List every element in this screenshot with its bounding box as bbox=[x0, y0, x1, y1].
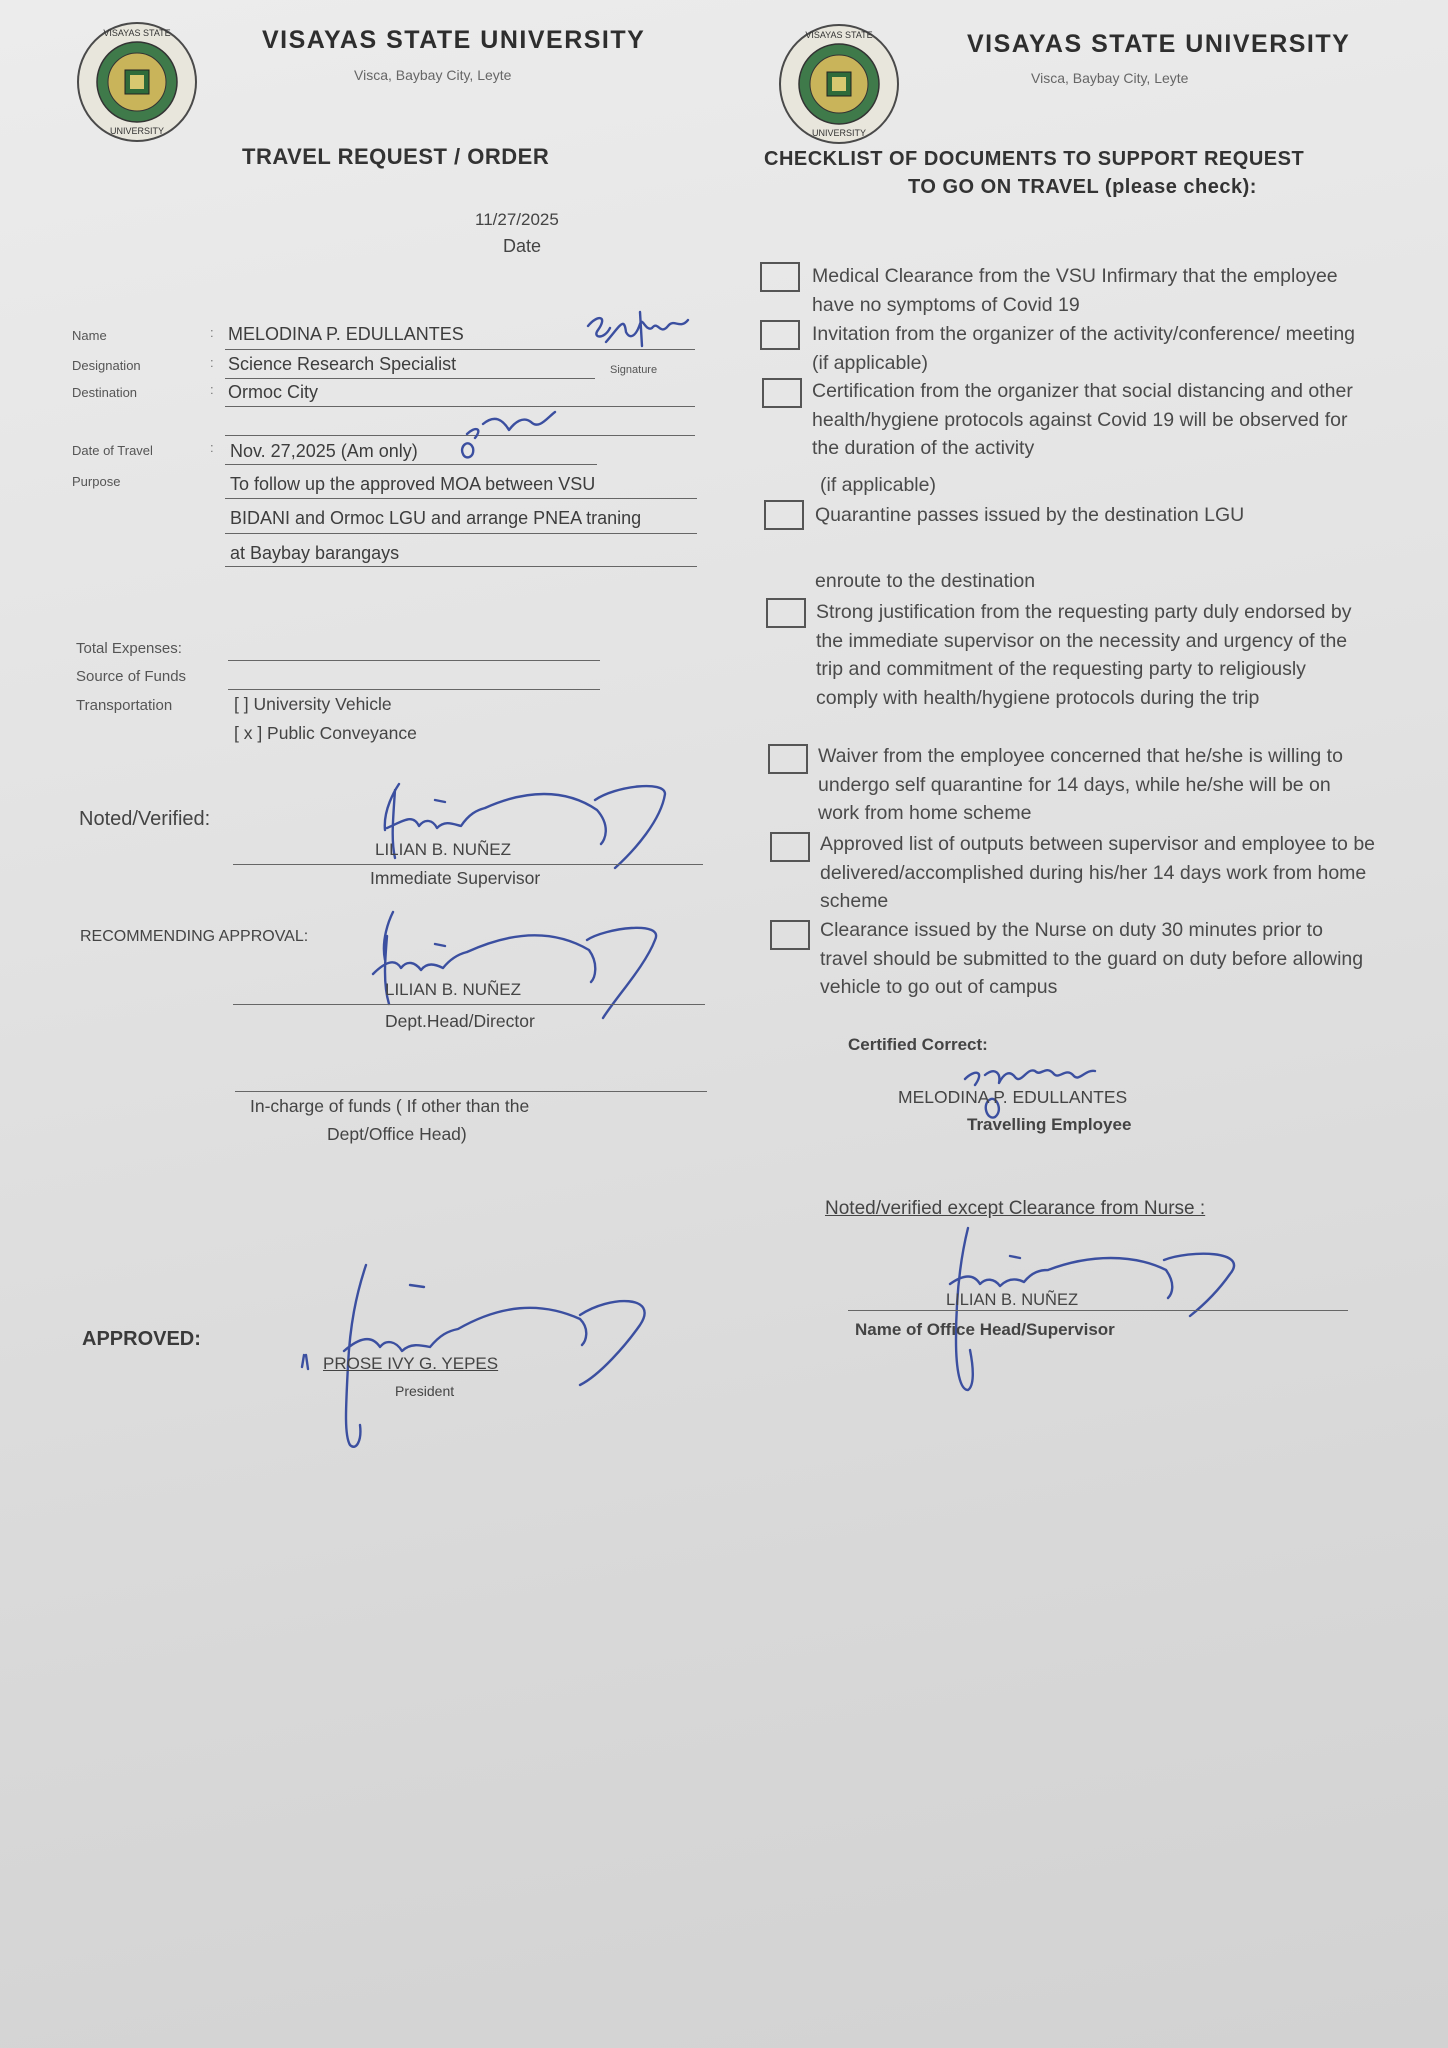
date-of-travel-value: Nov. 27,2025 (Am only) bbox=[230, 441, 418, 461]
svg-text:VISAYAS STATE: VISAYAS STATE bbox=[103, 28, 171, 38]
purpose-line-3: at Baybay barangays bbox=[230, 543, 400, 563]
noted-except-nurse-label: Noted/verified except Clearance from Nurse : bbox=[825, 1198, 1206, 1219]
checklist-checkbox-approved-outputs[interactable] bbox=[770, 832, 810, 862]
request-date: 11/27/2025 bbox=[475, 210, 559, 229]
purpose-label: Purpose bbox=[72, 474, 121, 489]
checklist-checkbox-medical-clearance[interactable] bbox=[760, 262, 800, 292]
total-expenses-label: Total Expenses: bbox=[76, 640, 182, 657]
svg-text:UNIVERSITY: UNIVERSITY bbox=[109, 126, 165, 136]
head-title: Dept.Head/Director bbox=[385, 1011, 535, 1031]
checklist-checkbox-invitation[interactable] bbox=[760, 320, 800, 350]
transport-option-university-vehicle: [ ] University Vehicle bbox=[234, 694, 392, 714]
purpose-line-1: To follow up the approved MOA between VSU bbox=[230, 474, 596, 494]
noted-verified-label: Noted/Verified: bbox=[79, 808, 211, 830]
checklist-item-invitation: Invitation from the organizer of the activity/conference/ meeting (if applicable) bbox=[812, 323, 1356, 374]
destination-label: Destination bbox=[72, 385, 138, 400]
name-label: Name bbox=[72, 328, 107, 343]
checklist-item-medical-clearance: Medical Clearance from the VSU Infirmary that the employee have no symptoms of Covid 19 bbox=[812, 265, 1338, 316]
university-name: VISAYAS STATE UNIVERSITY bbox=[262, 26, 646, 54]
transportation-label: Transportation bbox=[76, 697, 173, 714]
funds-incharge-line-2: Dept/Office Head) bbox=[327, 1124, 467, 1144]
employee-name: MELODINA P. EDULLANTES bbox=[898, 1087, 1128, 1107]
name-value: MELODINA P. EDULLANTES bbox=[228, 324, 464, 344]
supervisor-title: Immediate Supervisor bbox=[370, 868, 541, 888]
recommending-approval-label: RECOMMENDING APPROVAL: bbox=[80, 928, 309, 945]
checklist-item-approved-outputs: Approved list of outputs between supervisor and employee to be delivered/accomplished during his/her 14 days work from home scheme bbox=[820, 833, 1376, 912]
svg-text:VISAYAS STATE: VISAYAS STATE bbox=[805, 30, 873, 40]
designation-label: Designation bbox=[72, 358, 141, 373]
destination-value: Ormoc City bbox=[228, 382, 318, 402]
checklist-item-certification: Certification from the organizer that social distancing and other health/hygiene protocols against Covid 19 will be observed for the duration of the activity bbox=[812, 380, 1353, 459]
date-of-travel-label: Date of Travel bbox=[72, 443, 153, 458]
designation-value: Science Research Specialist bbox=[228, 354, 457, 374]
checklist-item-quarantine-passes-cont: enroute to the destination bbox=[815, 570, 1036, 592]
source-of-funds-label: Source of Funds bbox=[76, 668, 187, 685]
checklist-item-quarantine-passes: Quarantine passes issued by the destination LGU bbox=[815, 504, 1245, 526]
checklist-title-line-2: TO GO ON TRAVEL (please check): bbox=[908, 176, 1257, 198]
office-head-title: Name of Office Head/Supervisor bbox=[855, 1320, 1115, 1339]
funds-incharge-line-1: In-charge of funds ( If other than the bbox=[250, 1096, 530, 1116]
office-head-name: LILIAN B. NUÑEZ bbox=[946, 1291, 1079, 1309]
signature-label: Signature bbox=[610, 364, 658, 376]
employee-signature bbox=[580, 306, 700, 354]
travel-date-initials bbox=[455, 404, 565, 466]
president-title: President bbox=[395, 1383, 455, 1399]
checklist-title-line-1: CHECKLIST OF DOCUMENTS TO SUPPORT REQUEST bbox=[764, 148, 1305, 170]
president-name: PROSE IVY G. YEPES bbox=[323, 1354, 499, 1373]
checklist-checkbox-quarantine-passes[interactable] bbox=[764, 500, 804, 530]
form-title: TRAVEL REQUEST / ORDER bbox=[242, 144, 550, 169]
date-label: Date bbox=[503, 236, 542, 256]
checklist-item-waiver: Waiver from the employee concerned that he/she is willing to undergo self quarantine for 14 days, while he/she will be on work from home scheme bbox=[818, 745, 1343, 824]
checklist-checkbox-waiver[interactable] bbox=[768, 744, 808, 774]
certified-correct-label: Certified Correct: bbox=[848, 1035, 988, 1054]
approved-label: APPROVED: bbox=[82, 1328, 201, 1350]
checklist-checkbox-nurse-clearance[interactable] bbox=[770, 920, 810, 950]
employee-title: Travelling Employee bbox=[967, 1115, 1132, 1134]
university-address: Visca, Baybay City, Leyte bbox=[1031, 70, 1189, 86]
svg-text:UNIVERSITY: UNIVERSITY bbox=[811, 128, 867, 138]
checklist-checkbox-certification[interactable] bbox=[762, 378, 802, 408]
university-seal-icon bbox=[777, 22, 901, 146]
checklist-item-nurse-clearance: Clearance issued by the Nurse on duty 30 minutes prior to travel should be submitted to the guard on duty before allowing vehicle to go out of campus bbox=[820, 919, 1364, 998]
university-name: VISAYAS STATE UNIVERSITY bbox=[967, 30, 1351, 58]
checklist-item-certification-note: (if applicable) bbox=[820, 474, 936, 496]
university-address: Visca, Baybay City, Leyte bbox=[354, 67, 512, 83]
university-seal-icon bbox=[75, 20, 199, 144]
purpose-line-2: BIDANI and Ormoc LGU and arrange PNEA traning bbox=[230, 508, 642, 528]
supervisor-name: LILIAN B. NUÑEZ bbox=[375, 840, 512, 859]
checklist-checkbox-justification[interactable] bbox=[766, 598, 806, 628]
head-name: LILIAN B. NUÑEZ bbox=[385, 980, 522, 999]
transport-option-public-conveyance: [ x ] Public Conveyance bbox=[234, 723, 417, 743]
checklist-item-justification: Strong justification from the requesting party duly endorsed by the immediate supervisor on the necessity and urgency of the trip and commitment of the requesting party to religiously comply with health/hygiene protocols during the trip bbox=[816, 601, 1352, 709]
